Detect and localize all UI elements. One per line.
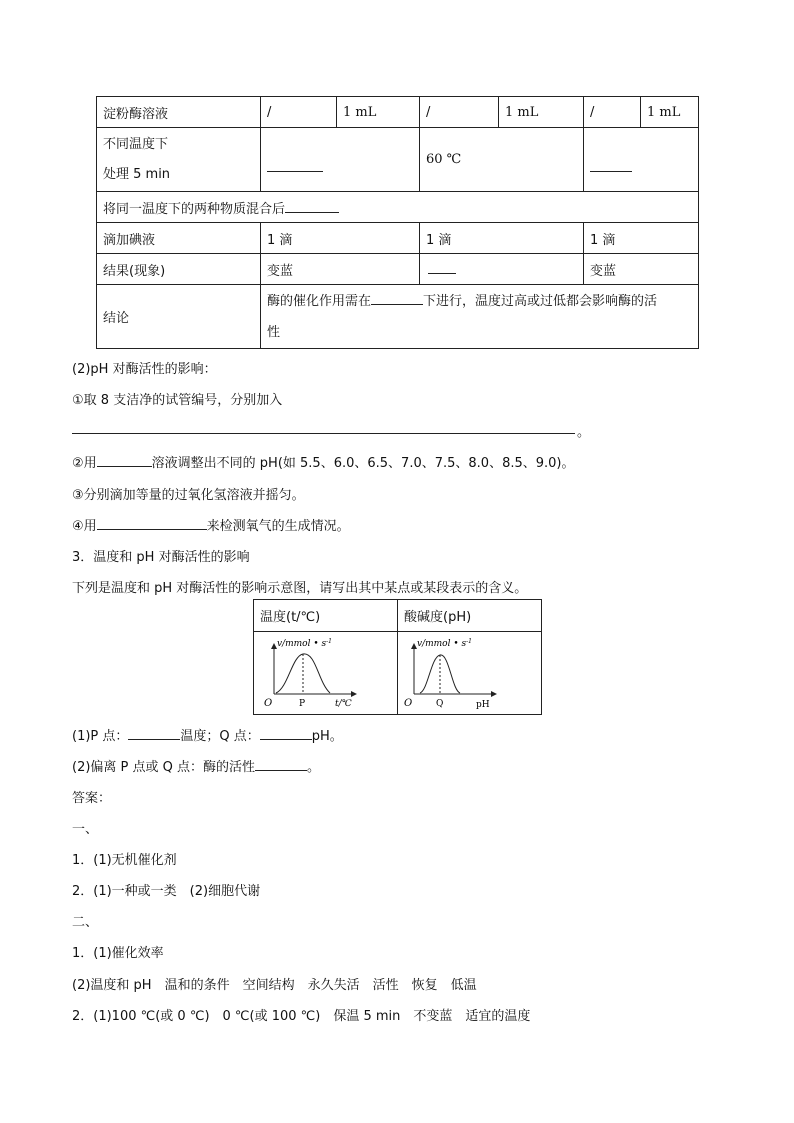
answer-blank[interactable] (267, 158, 323, 172)
cell: 1 mL (641, 97, 699, 128)
answer-line: 2．(1)100 ℃(或 0 ℃) 0 ℃(或 100 ℃) 保温 5 min 不变蓝 适宜的温度 (72, 1009, 531, 1024)
question-1 (72, 725, 343, 744)
cell: 60 ℃ (420, 128, 584, 192)
row-label-iodine: 滴加碘液 (97, 223, 261, 254)
graph-header-temperature: 温度(t/℃) (254, 600, 398, 632)
temperature-graph-cell (254, 632, 398, 715)
cell: 1 滴 (584, 223, 699, 254)
answer-blank[interactable] (255, 757, 307, 771)
step-text: 来检测氧气的生成情况。 (206, 519, 350, 534)
answer-blank-cell (584, 128, 699, 192)
row-label-amylase: 淀粉酶溶液 (97, 97, 261, 128)
conclusion-line: 性 (267, 324, 281, 340)
ph-step-4 (72, 515, 350, 534)
table-row (97, 97, 699, 128)
step-text: ④用 (72, 519, 97, 534)
answers-part-1: 一、 (72, 822, 99, 837)
ph-activity-graph (398, 632, 543, 714)
cell: 1 滴 (420, 223, 584, 254)
cell: 变蓝 (584, 254, 699, 285)
answer-blank-cell (261, 128, 420, 192)
row-label-line: 不同温度下 (103, 136, 169, 152)
row-label-conclusion: 结论 (97, 285, 261, 349)
step-text: 溶液调整出不同的 pH(如 5.5、6.0、6.5、7.0、7.5、8.0、8.5、9.0)。 (151, 456, 575, 471)
cell: 1 mL (337, 97, 420, 128)
conclusion-text: 酶的催化作用需在 (267, 293, 372, 309)
answer-blank[interactable] (97, 516, 207, 530)
table-row (97, 128, 699, 192)
section-3-intro: 下列是温度和 pH 对酶活性的影响示意图，请写出其中某点或某段表示的含义。 (72, 581, 528, 596)
peak-label: P (299, 699, 306, 709)
peak-label: Q (436, 699, 444, 709)
y-axis-label: v/mmol • $s^{-1}$ (417, 638, 472, 649)
question-text: (2)偏离 P 点或 Q 点：酶的活性 (72, 760, 256, 775)
cell: 变蓝 (261, 254, 420, 285)
answer-blank[interactable] (285, 199, 339, 213)
ph-section-title: (2)pH 对酶活性的影响： (72, 362, 217, 377)
cell: 1 mL (499, 97, 584, 128)
question-text: 温度；Q 点： (180, 729, 260, 744)
ph-graph-cell (398, 632, 542, 715)
cell: / (584, 97, 641, 128)
answer-line: 2．(1)一种或一类 (2)细胞代谢 (72, 884, 261, 899)
answer-blank-cell (420, 254, 584, 285)
table-row (97, 254, 699, 285)
mix-instruction (97, 192, 699, 223)
ph-step-2 (72, 452, 575, 471)
answer-blank[interactable] (128, 726, 180, 740)
table-row (97, 192, 699, 223)
answers-title: 答案： (72, 791, 112, 806)
answer-line: (2)温度和 pH 温和的条件 空间结构 永久失活 活性 恢复 低温 (72, 978, 477, 993)
section-3-heading: 3．温度和 pH 对酶活性的影响 (72, 550, 250, 565)
cell: / (261, 97, 337, 128)
cell: / (420, 97, 499, 128)
enzyme-graph-table (253, 599, 542, 715)
ph-step-1: ①取 8 支洁净的试管编号，分别加入 (72, 393, 283, 408)
graph-header-ph: 酸碱度(pH) (398, 600, 542, 632)
question-text: (1)P 点： (72, 729, 129, 744)
origin-label: O (404, 698, 413, 709)
ph-step-1-end: 。 (577, 425, 591, 440)
conclusion-text: 下进行，温度过高或过低都会影响酶的活 (423, 293, 658, 309)
answer-blank[interactable] (590, 158, 632, 172)
row-label-result: 结果(现象) (97, 254, 261, 285)
step-text: ②用 (72, 456, 97, 471)
mix-text: 将同一温度下的两种物质混合后 (103, 201, 286, 217)
question-2 (72, 756, 320, 775)
answer-line: 1．(1)催化效率 (72, 946, 164, 961)
cell: 1 滴 (261, 223, 420, 254)
answer-line: 1．(1)无机催化剂 (72, 853, 177, 868)
table-row (97, 285, 699, 349)
origin-label: O (264, 698, 273, 709)
conclusion-cell (261, 285, 699, 349)
x-axis-label: pH (476, 700, 490, 710)
table-row (97, 223, 699, 254)
answer-blank[interactable] (260, 726, 312, 740)
answer-blank-line[interactable] (72, 433, 575, 434)
x-axis-label: t/℃ (335, 699, 352, 709)
answers-part-2: 二、 (72, 915, 99, 930)
answer-blank[interactable] (371, 291, 423, 305)
temperature-activity-graph (254, 632, 397, 714)
conclusion-line (267, 286, 692, 317)
answer-blank[interactable] (428, 260, 456, 274)
question-text: 。 (307, 760, 321, 775)
ph-step-3: ③分别滴加等量的过氧化氢溶液并摇匀。 (72, 488, 305, 503)
experiment-table (96, 96, 699, 349)
question-text: pH。 (311, 729, 343, 744)
y-axis-label: v/mmol • $s^{-1}$ (277, 638, 332, 649)
row-label-temperature (97, 128, 261, 192)
row-label-line: 处理 5 min (103, 166, 171, 182)
answer-blank[interactable] (97, 453, 152, 467)
